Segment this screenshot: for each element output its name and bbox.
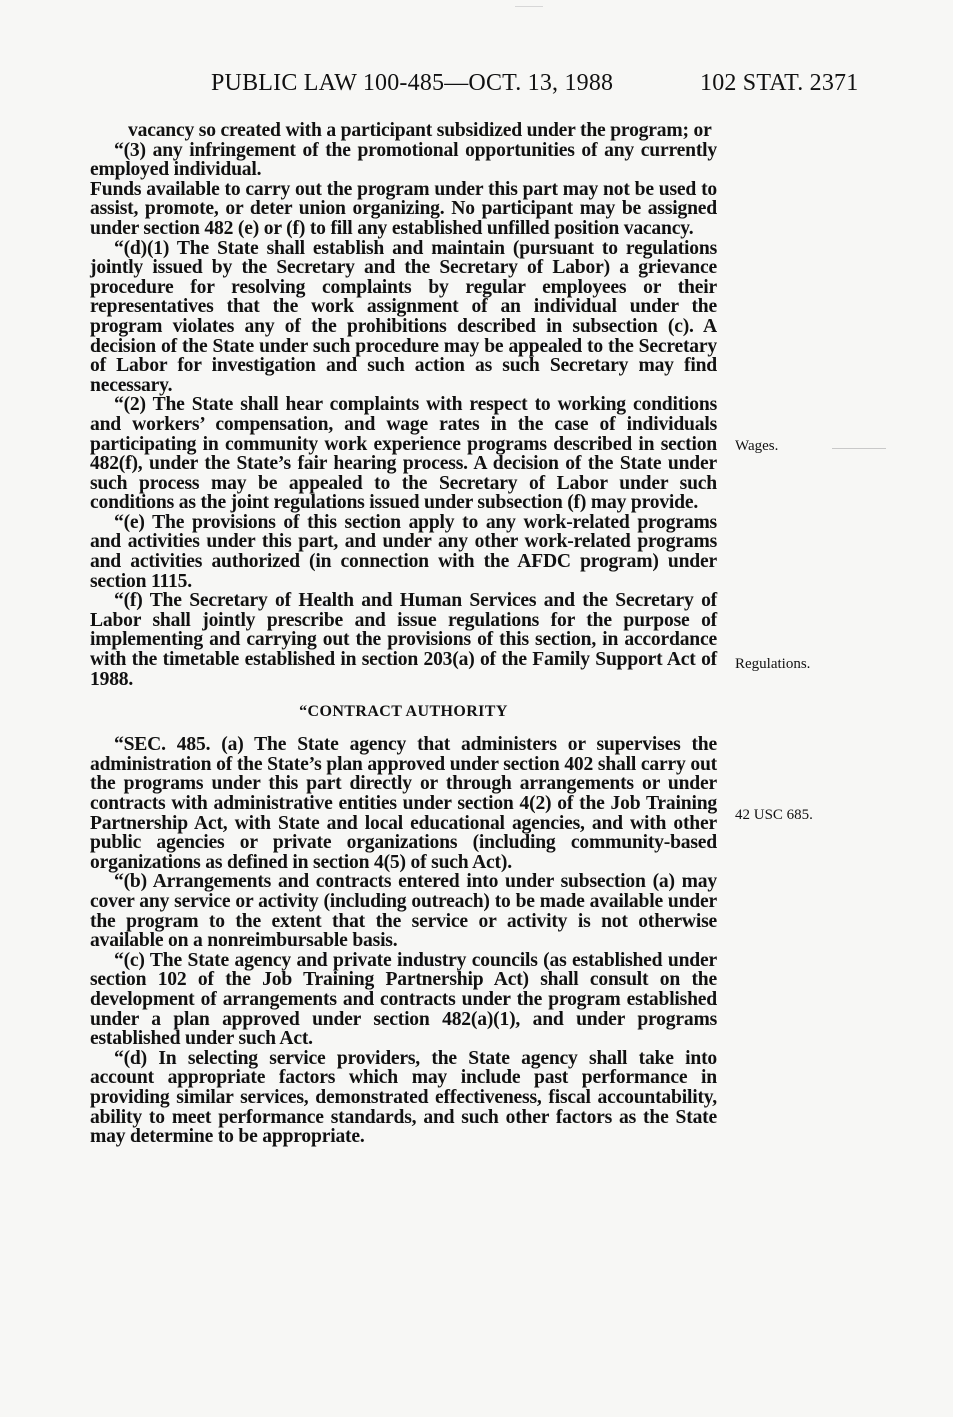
page-header — [0, 70, 953, 104]
paragraph-c: “(c) The State agency and private industry councils (as established under section 102 of the Job Training Partnership Act) shall consult on the development of arrangements and contracts under the program established under a plan approved under section 482(a)(1), and under programs established under such Act. — [90, 949, 717, 1050]
wages-margin-note: Wages. — [735, 438, 779, 454]
paragraph-3: “(3) any infringement of the promotional opportunities of any currently employed individual. — [90, 139, 717, 181]
section-485-paragraph: “SEC. 485. (a) The State agency that administers or supervises the administration of the State’s plan approved under section 402 shall carry out the programs under this part directly or through arrangements or under contracts with administrative entities under section 4(2) of the Job Training Partnership Act, with State and local educational agencies, and with other public agencies or private organizations (including community-based organizations as defined in section 4(5) of such Act). — [90, 734, 717, 873]
regulations-margin-note: Regulations. — [735, 656, 811, 672]
continued-paragraph: vacancy so created with a participant subsidized under the program; or — [128, 120, 712, 141]
contract-authority-heading: “CONTRACT AUTHORITY — [299, 703, 508, 721]
funds-paragraph: Funds available to carry out the program under this part may not be used to assist, promote, or deter union organizing. No participant may be assigned under section 482 (e) or (f) to fill any established unfilled position vacancy. — [90, 178, 717, 239]
paragraph-f: “(f) The Secretary of Health and Human Services and the Secretary of Labor shall jointly prescribe and issue regulations for the purpose of implementing and carrying out the provisions of this section, in accordance with the timetable established in section 203(a) of the Family Support Act of 1988. — [90, 590, 717, 690]
statute-page-number: 102 STAT. 2371 — [700, 70, 859, 96]
paragraph-2: “(2) The State shall hear complaints with respect to working conditions and workers’ compensation, and wage rates in the case of individuals participating in community work experience programs described in section 482(f), under the State’s fair hearing process. A decision of the State under such process may be appealed to the Secretary of Labor under such conditions as the joint regulations issued under subsection (f) may provide. — [90, 394, 717, 514]
usc-margin-note: 42 USC 685. — [735, 807, 813, 823]
scan-artifact — [515, 6, 543, 7]
paragraph-b: “(b) Arrangements and contracts entered into under subsection (a) may cover any service or activity (including outreach) to be made available under the program to the extent that the service or activity is not otherwise available on a nonreimbursable basis. — [90, 871, 717, 952]
legal-text — [90, 121, 717, 1147]
public-law-header: PUBLIC LAW 100-485—OCT. 13, 1988 — [211, 70, 614, 96]
paragraph-e: “(e) The provisions of this section apply to any work-related programs and activities under this part, and under any other work-related programs and activities authorized (in connection with the AFDC program) under section 1115. — [90, 511, 717, 592]
paragraph-d: “(d) In selecting service providers, the State agency shall take into account appropriate factors which may include past performance in providing similar services, demonstrated effectiveness, fiscal accountability, ability to meet performance standards, and such other factors as the State may determine to be appropriate. — [90, 1047, 717, 1148]
margin-rule — [832, 448, 886, 449]
paragraph-d1: “(d)(1) The State shall establish and maintain (pursuant to regulations jointly issued by the Secretary and the Secretary of Labor) a grievance procedure for resolving complaints by regular employees or their representatives that the work assignment of an individual under the program violates any of the prohibitions described in subsection (c). A decision of the State under such procedure may be appealed to the Secretary of Labor for investigation and such action as such Secretary may find necessary. — [90, 237, 717, 396]
